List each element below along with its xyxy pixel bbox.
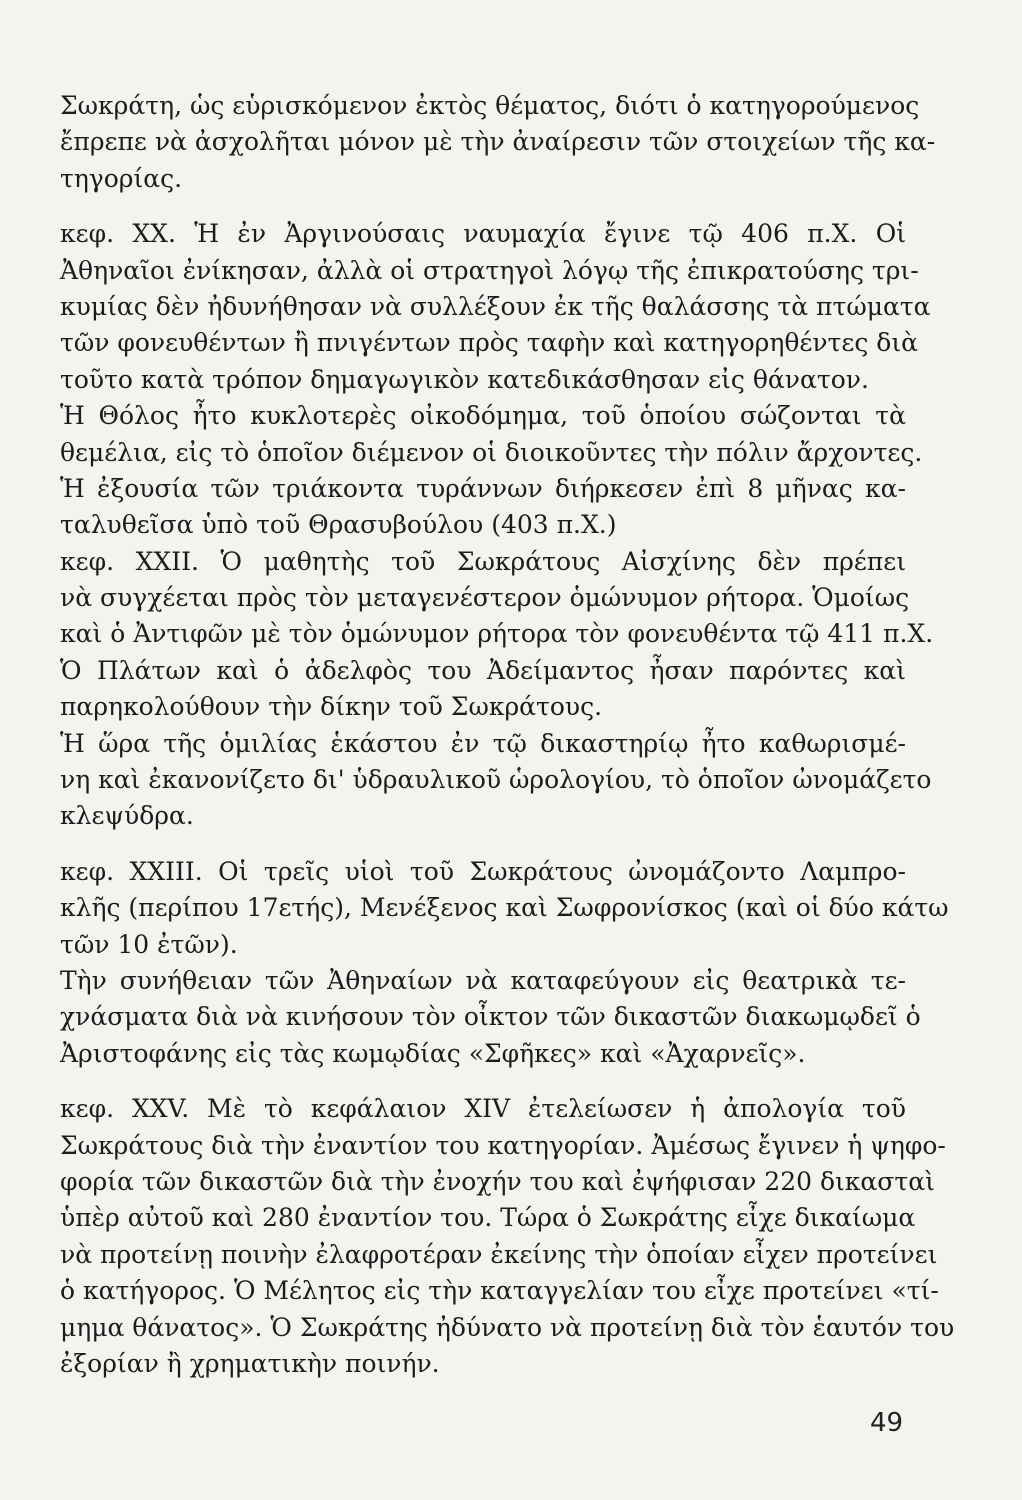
- text-line: τηγορίας.: [60, 163, 183, 193]
- text-line: Ἡ ἐξουσία τῶν τριάκοντα τυράννων διήρκεσεν ἐπὶ 8 μῆνας κα-: [60, 473, 906, 503]
- text-line: φορία τῶν δικαστῶν διὰ τὴν ἐνοχήν του καὶ ἐψήφισαν 220 δικασταὶ: [60, 1166, 935, 1196]
- text-line: Σωκράτους διὰ τὴν ἐναντίον του κατηγορίαν. Ἀμέσως ἔγινεν ἡ ψηφο-: [60, 1130, 946, 1160]
- text-line: κεφ. ΧΧV. Μὲ τὸ κεφάλαιον XIV ἐτελείωσεν ἡ ἀπολογία τοῦ: [60, 1094, 906, 1124]
- text-line: μημα θάνατος». Ὁ Σωκράτης ἠδύνατο νὰ προτείνῃ διὰ τὸν ἑαυτόν του: [60, 1312, 955, 1342]
- text-line: κλῆς (περίπου 17ετής), Μενέξενος καὶ Σωφρονίσκος (καὶ οἱ δύο κάτω: [60, 893, 949, 923]
- text-line: κεφ. ΧΧΙΙ. Ὁ μαθητὴς τοῦ Σωκράτους Αἰσχίνης δὲν πρέπει: [60, 546, 906, 576]
- text-line: καὶ ὁ Ἀντιφῶν μὲ τὸν ὁμώνυμον ρήτορα τὸν φονευθέντα τῷ 411 π.Χ.: [60, 619, 934, 649]
- text-line: Ὁ Πλάτων καὶ ὁ ἀδελφὸς του Ἀδείμαντος ἦσαν παρόντες καὶ: [60, 655, 906, 685]
- text-line: νὰ προτείνῃ ποινὴν ἐλαφροτέραν ἐκείνης τὴν ὁποίαν εἶχεν προτείνει: [60, 1239, 938, 1269]
- text-line: Σωκράτη, ὡς εὑρισκόμενον ἐκτὸς θέματος, διότι ὁ κατηγορούμενος: [60, 91, 920, 120]
- text-line: τῶν φονευθέντων ἢ πνιγέντων πρὸς ταφὴν καὶ κατηγορηθέντες διὰ: [60, 328, 919, 358]
- text-line: Ἀθηναῖοι ἐνίκησαν, ἀλλὰ οἱ στρατηγοὶ λόγῳ τῆς ἐπικρατούσης τρι-: [60, 255, 919, 285]
- text-line: τῶν 10 ἐτῶν).: [60, 929, 238, 959]
- text-line: κυμίας δὲν ἠδυνήθησαν νὰ συλλέξουν ἐκ τῆς θαλάσσης τὰ πτώματα: [60, 291, 931, 321]
- text-line: ὁ κατήγορος. Ὁ Μέλητος εἰς τὴν καταγγελίαν του εἶχε προτείνει «τί-: [60, 1276, 939, 1306]
- text-line: ἐξορίαν ἢ χρηματικὴν ποινήν.: [60, 1348, 440, 1378]
- text-line: τοῦτο κατὰ τρόπον δημαγωγικὸν κατεδικάσθησαν εἰς θάνατον.: [60, 364, 869, 394]
- text-line: νη καὶ ἐκανονίζετο δι' ὑδραυλικοῦ ὡρολογίου, τὸ ὁποῖον ὠνομάζετο: [60, 765, 932, 795]
- text-line: κλεψύδρα.: [60, 801, 194, 831]
- text-line: Τὴν συνήθειαν τῶν Ἀθηναίων νὰ καταφεύγουν εἰς θεατρικὰ τε-: [60, 965, 906, 995]
- text-line: νὰ συγχέεται πρὸς τὸν μεταγενέστερον ὁμώνυμον ρήτορα. Ὁμοίως: [60, 583, 910, 613]
- text-line: παρηκολούθουν τὴν δίκην τοῦ Σωκράτους.: [60, 692, 603, 722]
- text-line: Ἡ Θόλος ἦτο κυκλοτερὲς οἰκοδόμημα, τοῦ ὁποίου σώζονται τὰ: [60, 401, 906, 431]
- text-line: ταλυθεῖσα ὑπὸ τοῦ Θρασυβούλου (403 π.Χ.): [60, 510, 617, 540]
- text-line: Ἀριστοφάνης εἰς τὰς κωμῳδίας «Σφῆκες» καὶ «Ἀχαρνεῖς».: [60, 1038, 806, 1068]
- text-line: ὑπὲρ αὐτοῦ καὶ 280 ἐναντίον του. Τώρα ὁ Σωκράτης εἶχε δικαίωμα: [60, 1203, 916, 1233]
- text-line: Ἡ ὥρα τῆς ὁμιλίας ἑκάστου ἐν τῷ δικαστηρίῳ ἦτο καθωρισμέ-: [60, 728, 906, 758]
- text-line: κεφ. ΧΧΙΙΙ. Οἱ τρεῖς υἱοὶ τοῦ Σωκράτους ὠνομάζοντο Λαμπρο-: [60, 856, 906, 886]
- text-line: κεφ. ΧΧ. Ἡ ἐν Ἀργινούσαις ναυμαχία ἔγινε τῷ 406 π.Χ. Οἱ: [60, 219, 906, 249]
- body-text: [60, 88, 955, 1382]
- text-line: ἔπρεπε νὰ ἀσχολῆται μόνον μὲ τὴν ἀναίρεσιν τῶν στοιχείων τῆς κα-: [60, 127, 936, 157]
- page-number: 49: [870, 1408, 904, 1438]
- text-line: χνάσματα διὰ νὰ κινήσουν τὸν οἶκτον τῶν δικαστῶν διακωμῳδεῖ ὁ: [60, 1002, 921, 1032]
- text-line: θεμέλια, εἰς τὸ ὁποῖον διέμενον οἱ διοικοῦντες τὴν πόλιν ἄρχοντες.: [60, 437, 923, 467]
